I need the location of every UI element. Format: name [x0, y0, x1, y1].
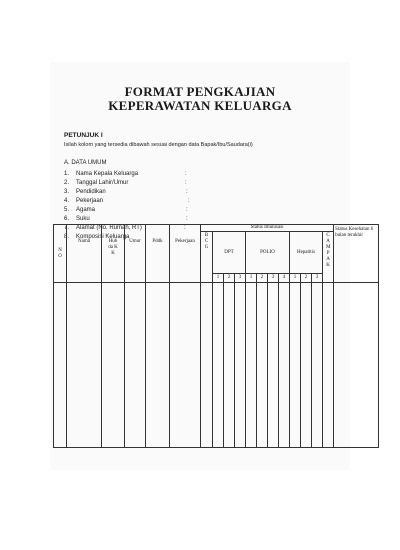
- col-pekerjaan: Pekerjaan: [170, 225, 201, 283]
- cell-hep-1[interactable]: [290, 283, 301, 448]
- cell-nama[interactable]: [67, 283, 102, 448]
- table-row: [54, 283, 379, 448]
- col-polio: POLIO: [246, 232, 290, 274]
- field-alamat: 7. Alamat (No. Rumah, RT) :: [64, 225, 186, 231]
- dpt-dose-1: 1: [213, 274, 224, 283]
- cell-polio-1[interactable]: [246, 283, 257, 448]
- hep-dose-2: 2: [301, 274, 312, 283]
- dpt-dose-2: 2: [224, 274, 235, 283]
- col-nama: Nama: [67, 225, 102, 283]
- hep-dose-1: 1: [290, 274, 301, 283]
- col-dpt: DPT: [213, 232, 246, 274]
- cell-polio-2[interactable]: [257, 283, 268, 448]
- cell-bcg[interactable]: [201, 283, 213, 448]
- polio-dose-4: 4: [279, 274, 290, 283]
- col-hepatitis: Hepatitis: [290, 232, 323, 274]
- col-status-kesehatan: Status Kesehatan 6 bulan terakhir: [334, 225, 379, 283]
- field-tanggal-lahir: 2. Tanggal Lahir/Umur :: [64, 180, 187, 186]
- col-bcg: BCG: [201, 232, 213, 283]
- col-umur: Umur: [125, 225, 146, 283]
- polio-dose-1: 1: [246, 274, 257, 283]
- document-title-line-1: FORMAT PENGKAJIAN: [124, 84, 276, 99]
- instruction-text: Isilah kolom yang tersedia dibawah sesuai dengan data Bapak/Ibu/Saudara(i): [64, 142, 253, 148]
- cell-hep-3[interactable]: [312, 283, 323, 448]
- cell-hep-2[interactable]: [301, 283, 312, 448]
- cell-no[interactable]: [54, 283, 67, 448]
- header-status-imunisasi: Status Imunisasi: [201, 225, 334, 232]
- col-hub-kk: Hub da KK: [102, 225, 125, 283]
- col-pddk: Pddk: [146, 225, 170, 283]
- cell-campak[interactable]: [323, 283, 334, 448]
- field-suku: 6. Suku :: [64, 216, 188, 222]
- polio-dose-2: 2: [257, 274, 268, 283]
- cell-dpt-2[interactable]: [224, 283, 235, 448]
- cell-dpt-1[interactable]: [213, 283, 224, 448]
- cell-polio-3[interactable]: [268, 283, 279, 448]
- cell-hub[interactable]: [102, 283, 125, 448]
- field-pendidikan: 3. Pendidikan :: [64, 189, 188, 195]
- cell-umur[interactable]: [125, 283, 146, 448]
- polio-dose-3: 3: [268, 274, 279, 283]
- field-pekerjaan: 4. Pekerjaan :: [64, 198, 190, 204]
- col-campak: CAMPAK: [323, 232, 334, 283]
- cell-polio-4[interactable]: [279, 283, 290, 448]
- dpt-dose-3: 3: [235, 274, 246, 283]
- hep-dose-3: 3: [312, 274, 323, 283]
- field-agama: 5. Agama :: [64, 207, 188, 213]
- cell-pddk[interactable]: [146, 283, 170, 448]
- document-title-line-2: KEPERAWATAN KELUARGA: [108, 98, 292, 113]
- cell-status-kesehatan[interactable]: [334, 283, 379, 448]
- field-nama-kepala-keluarga: 1. Nama Kepala Keluarga :: [64, 171, 187, 177]
- cell-pekerjaan[interactable]: [170, 283, 201, 448]
- petunjuk-label: PETUNJUK I: [64, 132, 103, 139]
- field-komposisi-keluarga: 8. Komposisi Keluarga: [64, 234, 130, 240]
- cell-dpt-3[interactable]: [235, 283, 246, 448]
- section-data-umum: A. DATA UMUM: [64, 160, 107, 166]
- col-no: N O: [54, 225, 67, 283]
- family-composition-table: [53, 224, 379, 448]
